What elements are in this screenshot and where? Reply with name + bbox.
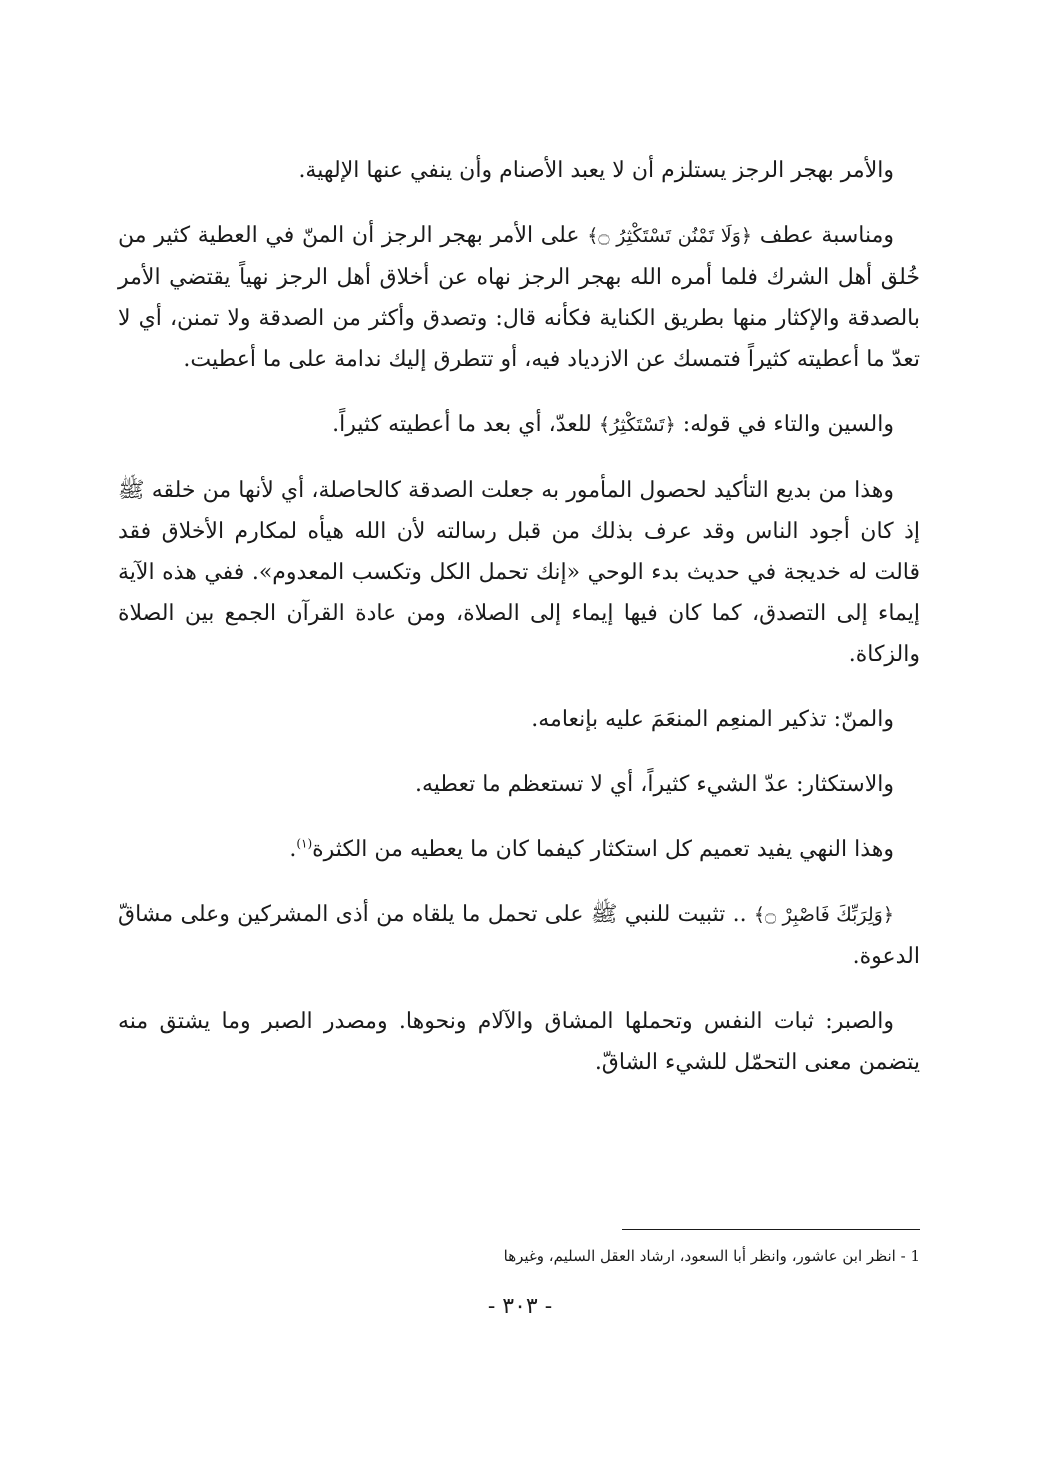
footnote xyxy=(118,1244,920,1268)
quran-verse: ﴿تَسْتَكْثِرُ﴾ xyxy=(598,414,676,436)
paragraph-text: وهذا النهي يفيد تعميم كل استكثار كيفما كان ما يعطيه من الكثرة xyxy=(312,837,894,862)
paragraph-text: والأمر بهجر الرجز يستلزم أن لا يعبد الأصنام وأن ينفي عنها الإلهية. xyxy=(298,158,894,183)
footnote-divider xyxy=(622,1229,920,1230)
paragraph-hajr-al-rijz xyxy=(118,150,920,191)
paragraph-al-sabr xyxy=(118,1001,920,1083)
paragraph-text: والمنّ: تذكير المنعِم المنعَمَ عليه بإنعامه. xyxy=(531,707,894,732)
paragraph-text: . xyxy=(289,837,297,862)
paragraph-munasaba xyxy=(118,215,920,380)
paragraph-text: والسين والتاء في قوله: xyxy=(682,412,894,437)
paragraph-al-mann xyxy=(118,699,920,740)
quran-verse: ﴿وَلَا تَمْنُن تَسْتَكْثِرُ ۝﴾ xyxy=(587,225,753,247)
paragraph-badi-al-takid xyxy=(118,470,920,675)
footnote-text: 1 - انظر ابن عاشور، وانظر أبا السعود، ارشاد العقل السليم، وغيرها xyxy=(503,1247,920,1265)
page-number-text: - ٣٠٣ - xyxy=(487,1294,553,1319)
paragraph-text: ومناسبة عطف xyxy=(759,223,895,248)
paragraph-text: للعدّ، أي بعد ما أعطيته كثيراً. xyxy=(332,412,592,437)
paragraph-text: .. تثبيت للنبي ﷺ على تحمل ما يلقاه من أذى المشركين وعلى مشاقّ الدعوة. xyxy=(118,902,920,969)
paragraph-fasbir xyxy=(118,894,920,977)
paragraph-text: على الأمر بهجر الرجز أن المنّ في العطية كثير من خُلق أهل الشرك فلما أمره الله بهجر الرجز نهاه عن أخلاق أهل الرجز نهياً يقتضي الأمر بالصدقة والإكثار منها بطريق الكناية فكأنه قال: وتصدق وأكثر من الصدقة ولا تمنن، أي لا تعدّ ما أعطيته كثيراً فتمسك عن الازدياد فيه، أو تتطرق إليك ندامة على ما أعطيت. xyxy=(118,223,920,372)
page-number xyxy=(0,1292,1040,1322)
quran-verse: ﴿وَلِرَبِّكَ فَاصْبِرْ ۝﴾ xyxy=(753,904,894,926)
paragraph-sin-wal-ta xyxy=(118,404,920,446)
paragraph-al-nahy xyxy=(118,829,920,870)
paragraph-text: والصبر: ثبات النفس وتحملها المشاق والآلام ونحوها. ومصدر الصبر وما يشتق منه يتضمن معنى التحمّل للشيء الشاقّ. xyxy=(118,1009,920,1075)
paragraph-al-istikthar xyxy=(118,764,920,805)
paragraph-text: وهذا من بديع التأكيد لحصول المأمور به جعلت الصدقة كالحاصلة، أي لأنها من خلقه ﷺ إذ كان أجود الناس وقد عرف بذلك من قبل رسالته لأن الله هيأه لمكارم الأخلاق فقد قالت له خديجة في حديث بدء الوحي «إنك تحمل الكل وتكسب المعدوم». ففي هذه الآية إيماء إلى التصدق، كما كان فيها إيماء إلى الصلاة، ومن عادة القرآن الجمع بين الصلاة والزكاة. xyxy=(118,478,920,667)
main-text xyxy=(118,150,920,1107)
paragraph-text: والاستكثار: عدّ الشيء كثيراً، أي لا تستعظم ما تعطيه. xyxy=(415,772,894,797)
footnote-reference[interactable]: (١) xyxy=(296,836,313,851)
